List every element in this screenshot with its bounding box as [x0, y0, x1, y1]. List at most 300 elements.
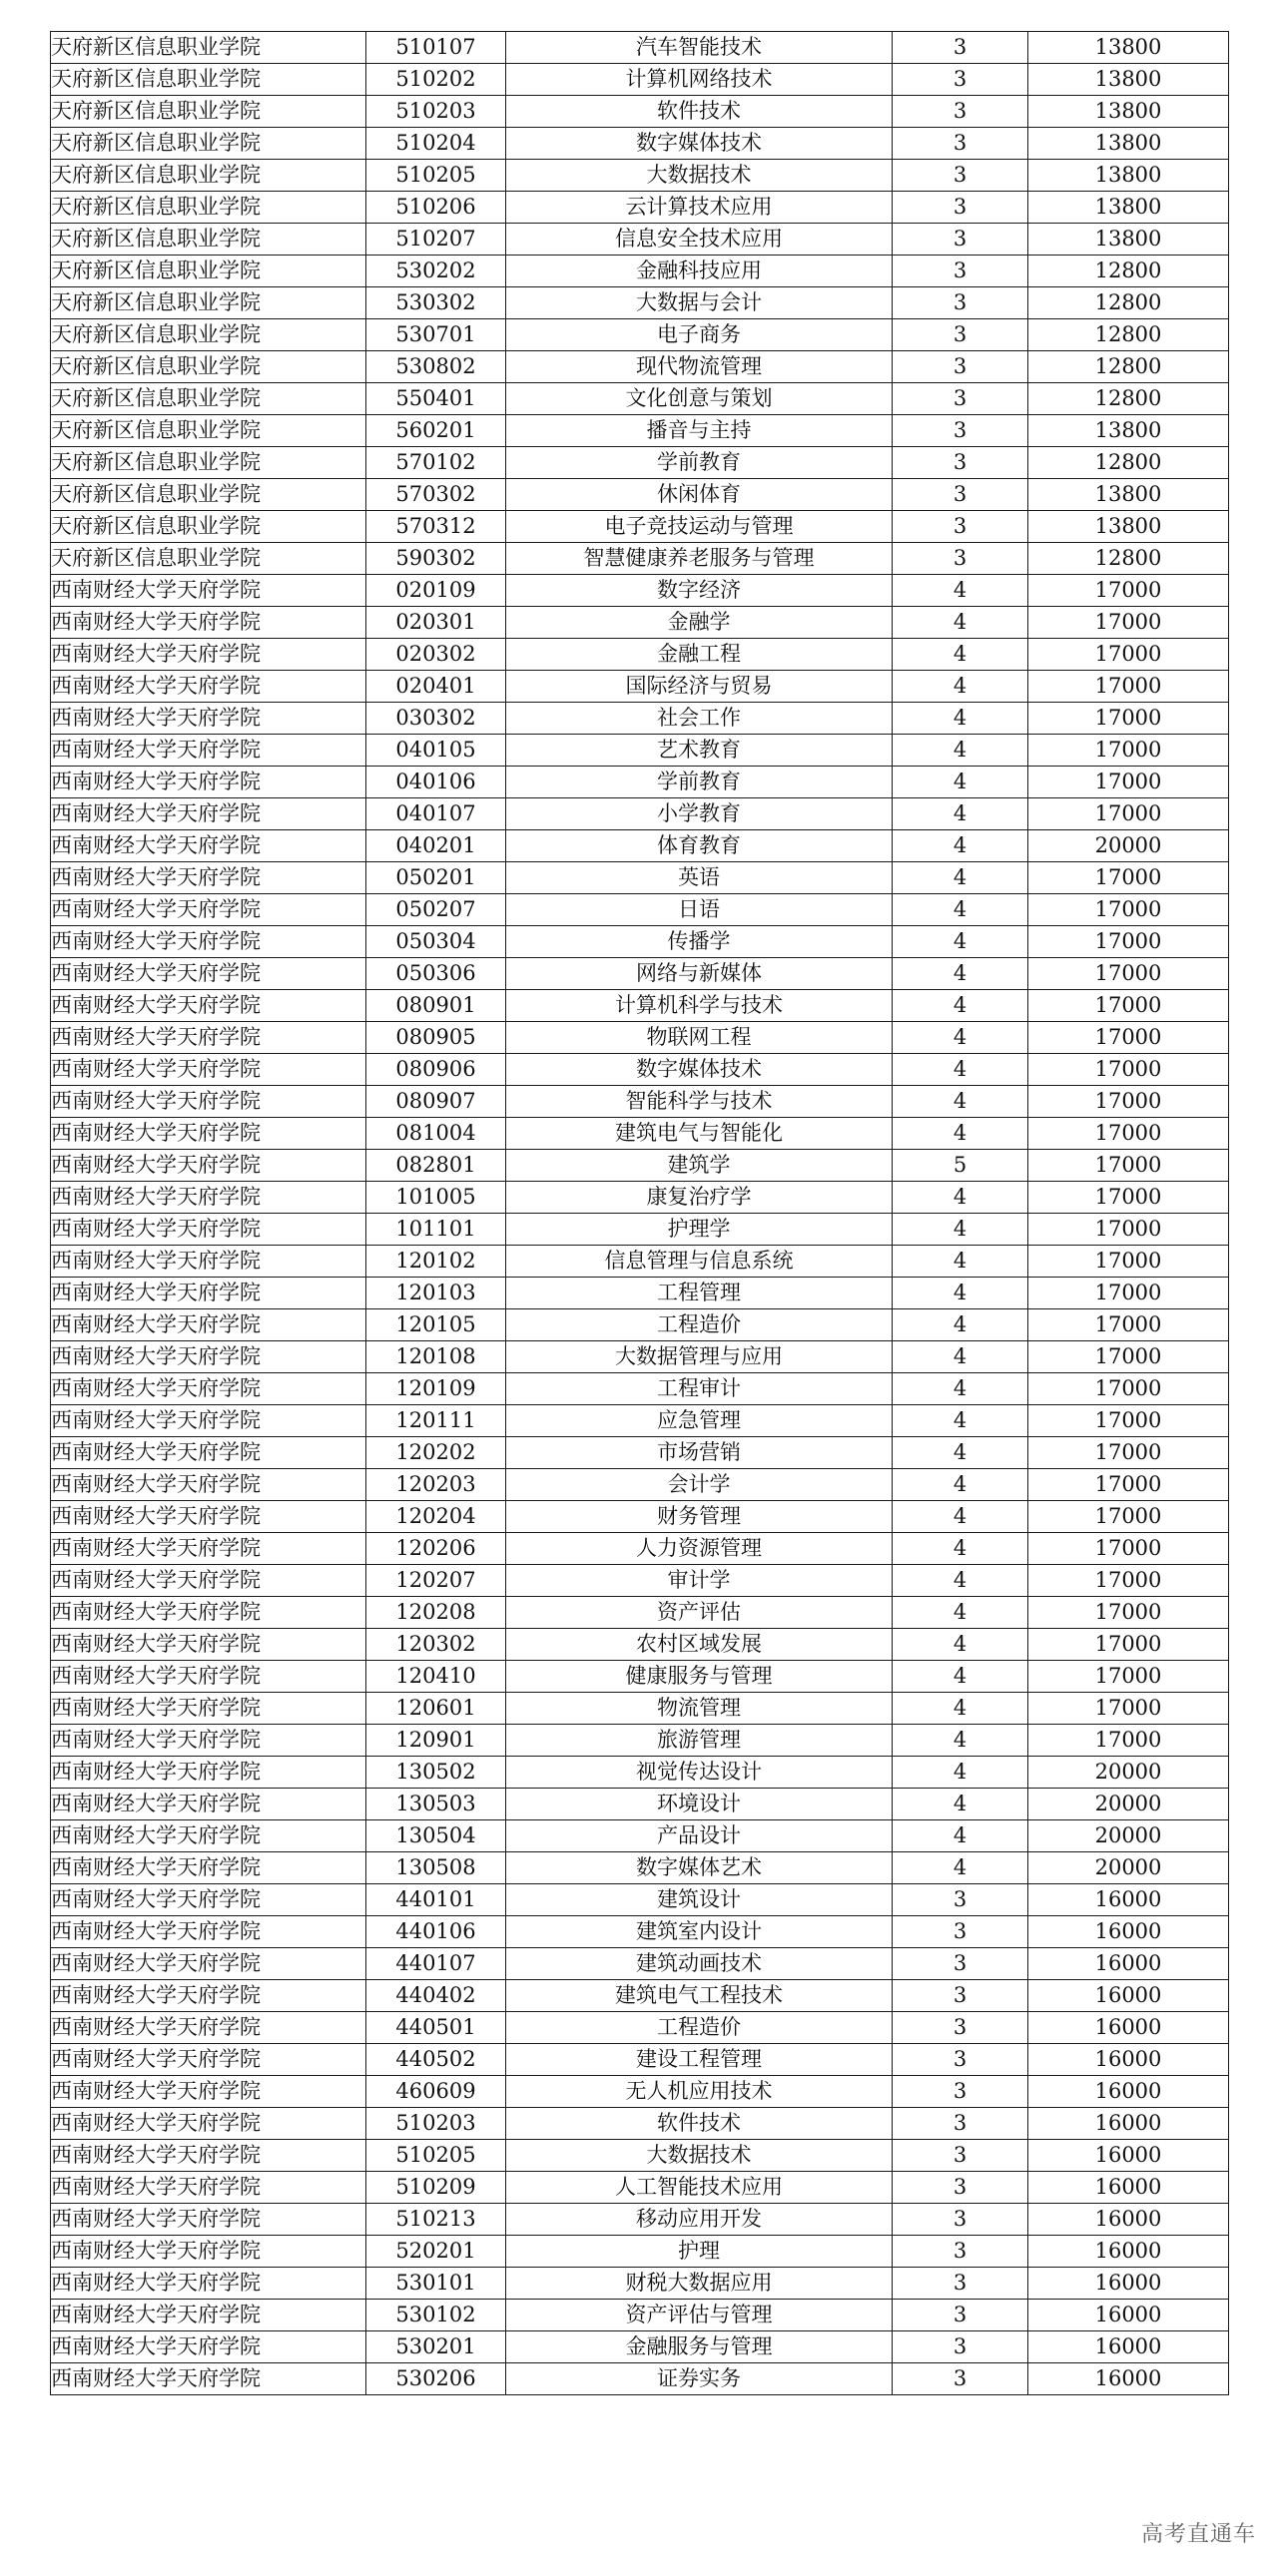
tuition-fee-cell: 17000 [1028, 1309, 1229, 1341]
major-name-cell: 现代物流管理 [506, 351, 893, 383]
table-row [51, 160, 1229, 192]
tuition-fee-cell: 17000 [1028, 1246, 1229, 1278]
major-name-cell: 产品设计 [506, 1820, 893, 1852]
school-name-cell: 西南财经大学天府学院 [51, 1852, 366, 1884]
duration-years-cell: 4 [893, 958, 1028, 990]
duration-years-cell: 4 [893, 1118, 1028, 1150]
school-name-cell: 西南财经大学天府学院 [51, 1246, 366, 1278]
school-name-cell: 西南财经大学天府学院 [51, 1597, 366, 1629]
major-code-cell: 510213 [366, 2204, 506, 2236]
table-row [51, 1437, 1229, 1469]
school-name-cell: 西南财经大学天府学院 [51, 1437, 366, 1469]
major-code-cell: 530302 [366, 287, 506, 319]
duration-years-cell: 4 [893, 1054, 1028, 1086]
duration-years-cell: 3 [893, 383, 1028, 415]
duration-years-cell: 4 [893, 990, 1028, 1022]
table-row [51, 767, 1229, 798]
school-name-cell: 西南财经大学天府学院 [51, 1789, 366, 1820]
table-row [51, 1405, 1229, 1437]
major-name-cell: 汽车智能技术 [506, 32, 893, 64]
major-name-cell: 建筑电气与智能化 [506, 1118, 893, 1150]
table-row [51, 96, 1229, 128]
table-row [51, 607, 1229, 639]
school-name-cell: 天府新区信息职业学院 [51, 543, 366, 575]
major-name-cell: 移动应用开发 [506, 2204, 893, 2236]
major-code-cell: 510107 [366, 32, 506, 64]
tuition-fee-cell: 13800 [1028, 160, 1229, 192]
major-name-cell: 金融服务与管理 [506, 2331, 893, 2363]
duration-years-cell: 4 [893, 1373, 1028, 1405]
tuition-fee-cell: 12800 [1028, 351, 1229, 383]
major-code-cell: 440107 [366, 1948, 506, 1980]
major-name-cell: 金融科技应用 [506, 256, 893, 287]
school-name-cell: 西南财经大学天府学院 [51, 2300, 366, 2331]
duration-years-cell: 3 [893, 319, 1028, 351]
tuition-fee-cell: 17000 [1028, 926, 1229, 958]
table-row [51, 1789, 1229, 1820]
table-row [51, 1693, 1229, 1725]
duration-years-cell: 4 [893, 1214, 1028, 1246]
major-code-cell: 040106 [366, 767, 506, 798]
table-row [51, 287, 1229, 319]
major-name-cell: 财务管理 [506, 1501, 893, 1533]
table-row [51, 2140, 1229, 2172]
duration-years-cell: 4 [893, 1629, 1028, 1661]
tuition-fee-cell: 16000 [1028, 2331, 1229, 2363]
tuition-fee-cell: 13800 [1028, 479, 1229, 511]
tuition-fee-cell: 16000 [1028, 1884, 1229, 1916]
tuition-fee-cell: 17000 [1028, 703, 1229, 735]
table-row [51, 383, 1229, 415]
table-row [51, 2044, 1229, 2076]
tuition-fee-cell: 16000 [1028, 2076, 1229, 2108]
major-name-cell: 建设工程管理 [506, 2044, 893, 2076]
tuition-fee-cell: 13800 [1028, 64, 1229, 96]
table-row [51, 1150, 1229, 1182]
watermark-text: 高考直通车 [1140, 2522, 1256, 2547]
tuition-fee-cell: 17000 [1028, 1214, 1229, 1246]
duration-years-cell: 4 [893, 1405, 1028, 1437]
school-name-cell: 西南财经大学天府学院 [51, 1948, 366, 1980]
major-code-cell: 460609 [366, 2076, 506, 2108]
major-code-cell: 550401 [366, 383, 506, 415]
table-row [51, 2172, 1229, 2204]
school-name-cell: 天府新区信息职业学院 [51, 256, 366, 287]
major-name-cell: 学前教育 [506, 447, 893, 479]
tuition-fee-cell: 13800 [1028, 192, 1229, 224]
major-code-cell: 120109 [366, 1373, 506, 1405]
table-row [51, 64, 1229, 96]
major-code-cell: 130508 [366, 1852, 506, 1884]
tuition-fee-cell: 12800 [1028, 256, 1229, 287]
major-name-cell: 建筑动画技术 [506, 1948, 893, 1980]
major-name-cell: 金融学 [506, 607, 893, 639]
duration-years-cell: 3 [893, 543, 1028, 575]
major-name-cell: 艺术教育 [506, 735, 893, 767]
duration-years-cell: 4 [893, 607, 1028, 639]
duration-years-cell: 4 [893, 1597, 1028, 1629]
tuition-fee-cell: 17000 [1028, 1022, 1229, 1054]
duration-years-cell: 4 [893, 926, 1028, 958]
major-code-cell: 120208 [366, 1597, 506, 1629]
school-name-cell: 西南财经大学天府学院 [51, 2076, 366, 2108]
major-name-cell: 康复治疗学 [506, 1182, 893, 1214]
table-row [51, 1980, 1229, 2012]
duration-years-cell: 4 [893, 1278, 1028, 1309]
school-name-cell: 西南财经大学天府学院 [51, 1405, 366, 1437]
duration-years-cell: 3 [893, 479, 1028, 511]
school-name-cell: 西南财经大学天府学院 [51, 1278, 366, 1309]
table-row [51, 1118, 1229, 1150]
major-name-cell: 建筑学 [506, 1150, 893, 1182]
duration-years-cell: 5 [893, 1150, 1028, 1182]
tuition-fee-cell: 17000 [1028, 1501, 1229, 1533]
major-name-cell: 工程管理 [506, 1278, 893, 1309]
table-row [51, 1373, 1229, 1405]
school-name-cell: 西南财经大学天府学院 [51, 1469, 366, 1501]
duration-years-cell: 3 [893, 2076, 1028, 2108]
table-row [51, 1533, 1229, 1565]
major-code-cell: 120601 [366, 1693, 506, 1725]
major-name-cell: 视觉传达设计 [506, 1757, 893, 1789]
major-name-cell: 大数据技术 [506, 2140, 893, 2172]
duration-years-cell: 3 [893, 2300, 1028, 2331]
major-code-cell: 530206 [366, 2363, 506, 2395]
tuition-fee-cell: 17000 [1028, 1182, 1229, 1214]
tuition-fee-cell: 17000 [1028, 1405, 1229, 1437]
tuition-fee-cell: 17000 [1028, 1118, 1229, 1150]
major-code-cell: 510205 [366, 2140, 506, 2172]
table-row [51, 958, 1229, 990]
duration-years-cell: 4 [893, 735, 1028, 767]
tuition-fee-cell: 16000 [1028, 1916, 1229, 1948]
school-name-cell: 西南财经大学天府学院 [51, 575, 366, 607]
major-code-cell: 120111 [366, 1405, 506, 1437]
school-name-cell: 西南财经大学天府学院 [51, 1501, 366, 1533]
school-name-cell: 天府新区信息职业学院 [51, 415, 366, 447]
table-row [51, 1182, 1229, 1214]
table-row [51, 1820, 1229, 1852]
school-name-cell: 西南财经大学天府学院 [51, 2204, 366, 2236]
school-name-cell: 西南财经大学天府学院 [51, 1565, 366, 1597]
duration-years-cell: 4 [893, 671, 1028, 703]
major-code-cell: 440502 [366, 2044, 506, 2076]
major-code-cell: 130502 [366, 1757, 506, 1789]
major-code-cell: 440402 [366, 1980, 506, 2012]
major-name-cell: 应急管理 [506, 1405, 893, 1437]
table-row [51, 32, 1229, 64]
tuition-fee-cell: 13800 [1028, 32, 1229, 64]
major-name-cell: 物联网工程 [506, 1022, 893, 1054]
school-name-cell: 西南财经大学天府学院 [51, 1693, 366, 1725]
school-name-cell: 西南财经大学天府学院 [51, 990, 366, 1022]
table-row [51, 543, 1229, 575]
duration-years-cell: 3 [893, 224, 1028, 256]
school-name-cell: 西南财经大学天府学院 [51, 2044, 366, 2076]
school-name-cell: 天府新区信息职业学院 [51, 224, 366, 256]
tuition-fee-cell: 16000 [1028, 1980, 1229, 2012]
school-name-cell: 天府新区信息职业学院 [51, 479, 366, 511]
tuition-fee-cell: 17000 [1028, 1437, 1229, 1469]
major-code-cell: 101101 [366, 1214, 506, 1246]
major-code-cell: 530802 [366, 351, 506, 383]
major-name-cell: 大数据管理与应用 [506, 1341, 893, 1373]
school-name-cell: 天府新区信息职业学院 [51, 128, 366, 160]
duration-years-cell: 3 [893, 2363, 1028, 2395]
duration-years-cell: 4 [893, 1852, 1028, 1884]
table-row [51, 1246, 1229, 1278]
school-name-cell: 天府新区信息职业学院 [51, 319, 366, 351]
duration-years-cell: 4 [893, 894, 1028, 926]
tuition-fee-cell: 12800 [1028, 319, 1229, 351]
table-row [51, 798, 1229, 830]
major-code-cell: 510206 [366, 192, 506, 224]
school-name-cell: 西南财经大学天府学院 [51, 1150, 366, 1182]
school-name-cell: 西南财经大学天府学院 [51, 1341, 366, 1373]
duration-years-cell: 3 [893, 2331, 1028, 2363]
major-name-cell: 智慧健康养老服务与管理 [506, 543, 893, 575]
duration-years-cell: 3 [893, 2268, 1028, 2300]
tuition-fee-cell: 12800 [1028, 287, 1229, 319]
major-name-cell: 护理 [506, 2236, 893, 2268]
tuition-fee-cell: 16000 [1028, 2172, 1229, 2204]
tuition-fee-cell: 13800 [1028, 224, 1229, 256]
tuition-fee-cell: 16000 [1028, 1948, 1229, 1980]
table-row [51, 192, 1229, 224]
duration-years-cell: 3 [893, 2172, 1028, 2204]
school-name-cell: 西南财经大学天府学院 [51, 1725, 366, 1757]
table-row [51, 703, 1229, 735]
table-row [51, 1852, 1229, 1884]
school-name-cell: 西南财经大学天府学院 [51, 2236, 366, 2268]
school-name-cell: 天府新区信息职业学院 [51, 351, 366, 383]
major-name-cell: 云计算技术应用 [506, 192, 893, 224]
school-name-cell: 天府新区信息职业学院 [51, 160, 366, 192]
table-row [51, 319, 1229, 351]
school-name-cell: 西南财经大学天府学院 [51, 1214, 366, 1246]
major-code-cell: 590302 [366, 543, 506, 575]
table-row [51, 926, 1229, 958]
tuition-fee-cell: 17000 [1028, 990, 1229, 1022]
school-name-cell: 西南财经大学天府学院 [51, 2012, 366, 2044]
major-name-cell: 日语 [506, 894, 893, 926]
table-row [51, 2363, 1229, 2395]
duration-years-cell: 3 [893, 1916, 1028, 1948]
major-code-cell: 130504 [366, 1820, 506, 1852]
duration-years-cell: 3 [893, 2044, 1028, 2076]
duration-years-cell: 3 [893, 96, 1028, 128]
tuition-fee-cell: 16000 [1028, 2236, 1229, 2268]
major-name-cell: 审计学 [506, 1565, 893, 1597]
major-code-cell: 040107 [366, 798, 506, 830]
tuition-table [50, 31, 1229, 2395]
major-name-cell: 金融工程 [506, 639, 893, 671]
school-name-cell: 西南财经大学天府学院 [51, 1309, 366, 1341]
major-code-cell: 080907 [366, 1086, 506, 1118]
duration-years-cell: 3 [893, 32, 1028, 64]
major-code-cell: 020109 [366, 575, 506, 607]
major-code-cell: 120202 [366, 1437, 506, 1469]
tuition-fee-cell: 17000 [1028, 894, 1229, 926]
tuition-fee-cell: 17000 [1028, 1341, 1229, 1373]
major-code-cell: 120102 [366, 1246, 506, 1278]
major-name-cell: 传播学 [506, 926, 893, 958]
duration-years-cell: 3 [893, 2140, 1028, 2172]
major-name-cell: 软件技术 [506, 96, 893, 128]
major-code-cell: 130503 [366, 1789, 506, 1820]
duration-years-cell: 4 [893, 767, 1028, 798]
major-name-cell: 休闲体育 [506, 479, 893, 511]
major-code-cell: 120204 [366, 1501, 506, 1533]
table-row [51, 639, 1229, 671]
table-row [51, 415, 1229, 447]
major-code-cell: 570102 [366, 447, 506, 479]
major-name-cell: 播音与主持 [506, 415, 893, 447]
table-row [51, 2331, 1229, 2363]
tuition-fee-cell: 12800 [1028, 447, 1229, 479]
table-row [51, 1916, 1229, 1948]
tuition-fee-cell: 16000 [1028, 2268, 1229, 2300]
table-row [51, 2076, 1229, 2108]
major-code-cell: 510204 [366, 128, 506, 160]
major-code-cell: 440501 [366, 2012, 506, 2044]
major-name-cell: 健康服务与管理 [506, 1661, 893, 1693]
table-row [51, 1022, 1229, 1054]
major-name-cell: 电子竞技运动与管理 [506, 511, 893, 543]
duration-years-cell: 4 [893, 1086, 1028, 1118]
school-name-cell: 西南财经大学天府学院 [51, 607, 366, 639]
table-row [51, 1629, 1229, 1661]
tuition-fee-cell: 17000 [1028, 798, 1229, 830]
duration-years-cell: 4 [893, 1182, 1028, 1214]
duration-years-cell: 4 [893, 1565, 1028, 1597]
major-name-cell: 财税大数据应用 [506, 2268, 893, 2300]
school-name-cell: 西南财经大学天府学院 [51, 735, 366, 767]
duration-years-cell: 4 [893, 1757, 1028, 1789]
duration-years-cell: 3 [893, 287, 1028, 319]
duration-years-cell: 3 [893, 2204, 1028, 2236]
major-name-cell: 护理学 [506, 1214, 893, 1246]
duration-years-cell: 3 [893, 1948, 1028, 1980]
table-row [51, 1054, 1229, 1086]
major-name-cell: 市场营销 [506, 1437, 893, 1469]
school-name-cell: 天府新区信息职业学院 [51, 383, 366, 415]
major-name-cell: 数字媒体技术 [506, 1054, 893, 1086]
tuition-fee-cell: 17000 [1028, 1150, 1229, 1182]
school-name-cell: 西南财经大学天府学院 [51, 862, 366, 894]
tuition-fee-cell: 16000 [1028, 2012, 1229, 2044]
duration-years-cell: 3 [893, 511, 1028, 543]
major-code-cell: 020301 [366, 607, 506, 639]
major-code-cell: 120901 [366, 1725, 506, 1757]
major-code-cell: 101005 [366, 1182, 506, 1214]
school-name-cell: 西南财经大学天府学院 [51, 2172, 366, 2204]
major-code-cell: 570302 [366, 479, 506, 511]
tuition-fee-cell: 17000 [1028, 1629, 1229, 1661]
major-code-cell: 520201 [366, 2236, 506, 2268]
school-name-cell: 天府新区信息职业学院 [51, 447, 366, 479]
tuition-fee-cell: 16000 [1028, 2204, 1229, 2236]
duration-years-cell: 4 [893, 1022, 1028, 1054]
major-name-cell: 旅游管理 [506, 1725, 893, 1757]
table-row [51, 2236, 1229, 2268]
school-name-cell: 西南财经大学天府学院 [51, 926, 366, 958]
major-code-cell: 530701 [366, 319, 506, 351]
major-name-cell: 建筑室内设计 [506, 1916, 893, 1948]
major-code-cell: 050304 [366, 926, 506, 958]
tuition-fee-cell: 17000 [1028, 1597, 1229, 1629]
duration-years-cell: 3 [893, 256, 1028, 287]
table-row [51, 1757, 1229, 1789]
major-name-cell: 建筑电气工程技术 [506, 1980, 893, 2012]
major-code-cell: 560201 [366, 415, 506, 447]
major-code-cell: 120103 [366, 1278, 506, 1309]
tuition-fee-cell: 20000 [1028, 1789, 1229, 1820]
major-name-cell: 环境设计 [506, 1789, 893, 1820]
table-row [51, 2012, 1229, 2044]
duration-years-cell: 4 [893, 1341, 1028, 1373]
tuition-fee-cell: 17000 [1028, 1278, 1229, 1309]
duration-years-cell: 3 [893, 415, 1028, 447]
school-name-cell: 西南财经大学天府学院 [51, 2108, 366, 2140]
duration-years-cell: 4 [893, 1693, 1028, 1725]
major-name-cell: 工程造价 [506, 2012, 893, 2044]
tuition-fee-cell: 16000 [1028, 2140, 1229, 2172]
table-row [51, 447, 1229, 479]
major-code-cell: 510207 [366, 224, 506, 256]
major-name-cell: 软件技术 [506, 2108, 893, 2140]
duration-years-cell: 4 [893, 1246, 1028, 1278]
duration-years-cell: 3 [893, 1980, 1028, 2012]
major-name-cell: 数字经济 [506, 575, 893, 607]
school-name-cell: 西南财经大学天府学院 [51, 1820, 366, 1852]
major-code-cell: 530101 [366, 2268, 506, 2300]
duration-years-cell: 4 [893, 1309, 1028, 1341]
major-code-cell: 120410 [366, 1661, 506, 1693]
major-code-cell: 080901 [366, 990, 506, 1022]
school-name-cell: 西南财经大学天府学院 [51, 1884, 366, 1916]
major-name-cell: 国际经济与贸易 [506, 671, 893, 703]
major-name-cell: 建筑设计 [506, 1884, 893, 1916]
tuition-fee-cell: 17000 [1028, 958, 1229, 990]
duration-years-cell: 4 [893, 703, 1028, 735]
major-code-cell: 040201 [366, 830, 506, 862]
school-name-cell: 西南财经大学天府学院 [51, 830, 366, 862]
major-code-cell: 082801 [366, 1150, 506, 1182]
major-code-cell: 081004 [366, 1118, 506, 1150]
tuition-fee-cell: 12800 [1028, 383, 1229, 415]
school-name-cell: 西南财经大学天府学院 [51, 1118, 366, 1150]
tuition-fee-cell: 13800 [1028, 96, 1229, 128]
major-code-cell: 120207 [366, 1565, 506, 1597]
table-row [51, 1884, 1229, 1916]
table-row [51, 862, 1229, 894]
duration-years-cell: 3 [893, 1884, 1028, 1916]
major-code-cell: 510209 [366, 2172, 506, 2204]
tuition-fee-cell: 20000 [1028, 1757, 1229, 1789]
school-name-cell: 天府新区信息职业学院 [51, 32, 366, 64]
school-name-cell: 天府新区信息职业学院 [51, 511, 366, 543]
school-name-cell: 西南财经大学天府学院 [51, 1661, 366, 1693]
duration-years-cell: 4 [893, 1533, 1028, 1565]
duration-years-cell: 4 [893, 862, 1028, 894]
table-row [51, 1501, 1229, 1533]
major-code-cell: 120206 [366, 1533, 506, 1565]
tuition-fee-cell: 20000 [1028, 830, 1229, 862]
major-code-cell: 050207 [366, 894, 506, 926]
duration-years-cell: 4 [893, 1501, 1028, 1533]
major-code-cell: 530202 [366, 256, 506, 287]
